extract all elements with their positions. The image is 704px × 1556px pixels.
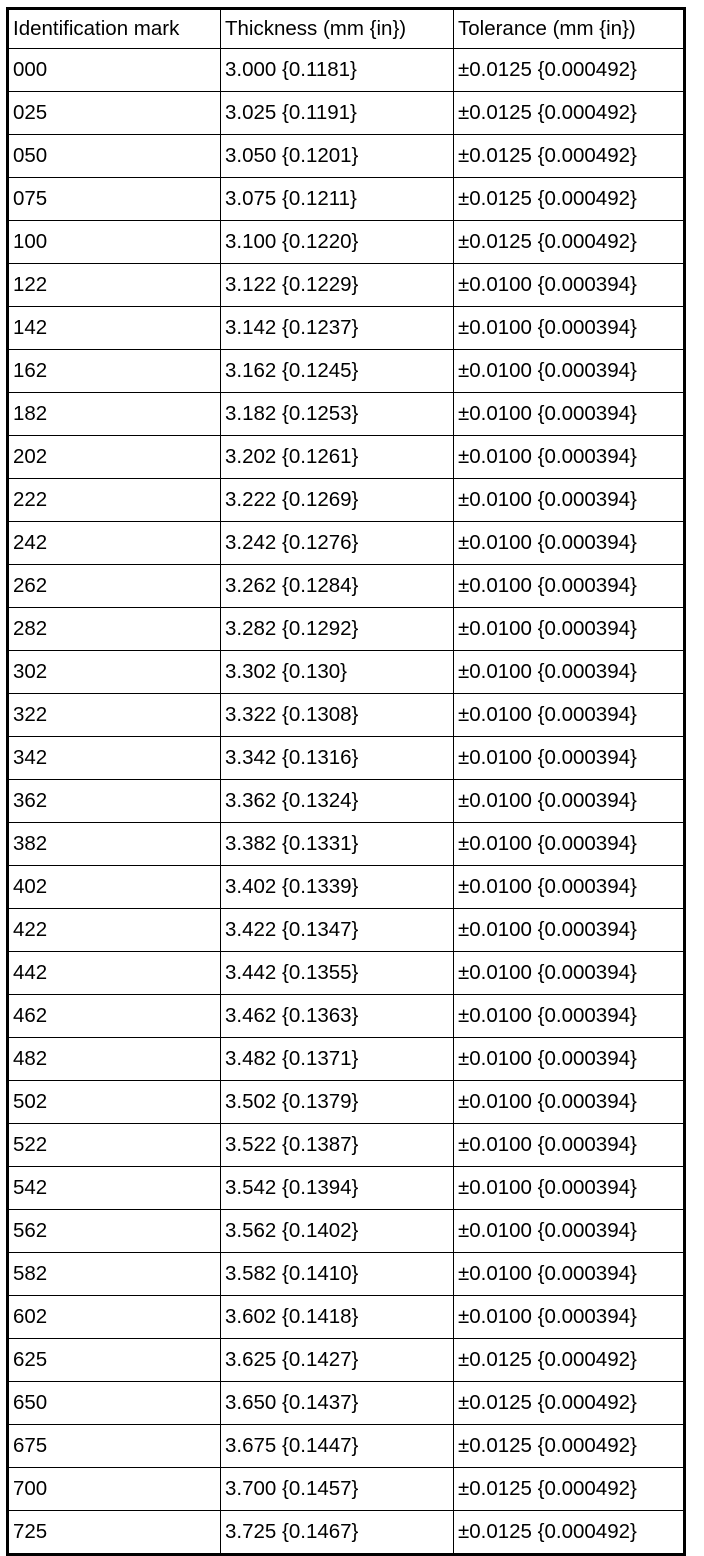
table-row bbox=[8, 393, 685, 436]
cell-thickness: 3.582 {0.1410} bbox=[221, 1253, 454, 1296]
cell-thickness: 3.442 {0.1355} bbox=[221, 952, 454, 995]
table-row bbox=[8, 737, 685, 780]
cell-thickness: 3.282 {0.1292} bbox=[221, 608, 454, 651]
cell-identification-mark: 202 bbox=[8, 436, 221, 479]
cell-thickness: 3.625 {0.1427} bbox=[221, 1339, 454, 1382]
cell-thickness: 3.482 {0.1371} bbox=[221, 1038, 454, 1081]
header-identification-mark: Identification mark bbox=[8, 9, 221, 49]
table-row bbox=[8, 565, 685, 608]
cell-identification-mark: 675 bbox=[8, 1425, 221, 1468]
cell-tolerance: ±0.0100 {0.000394} bbox=[454, 995, 685, 1038]
table-row bbox=[8, 995, 685, 1038]
cell-identification-mark: 222 bbox=[8, 479, 221, 522]
cell-thickness: 3.050 {0.1201} bbox=[221, 135, 454, 178]
cell-thickness: 3.342 {0.1316} bbox=[221, 737, 454, 780]
cell-tolerance: ±0.0100 {0.000394} bbox=[454, 1167, 685, 1210]
cell-thickness: 3.725 {0.1467} bbox=[221, 1511, 454, 1555]
cell-identification-mark: 322 bbox=[8, 694, 221, 737]
cell-tolerance: ±0.0100 {0.000394} bbox=[454, 1253, 685, 1296]
cell-tolerance: ±0.0125 {0.000492} bbox=[454, 1425, 685, 1468]
cell-thickness: 3.675 {0.1447} bbox=[221, 1425, 454, 1468]
cell-thickness: 3.402 {0.1339} bbox=[221, 866, 454, 909]
cell-identification-mark: 482 bbox=[8, 1038, 221, 1081]
table-row bbox=[8, 866, 685, 909]
cell-thickness: 3.262 {0.1284} bbox=[221, 565, 454, 608]
cell-tolerance: ±0.0125 {0.000492} bbox=[454, 49, 685, 92]
table-row bbox=[8, 780, 685, 823]
cell-identification-mark: 302 bbox=[8, 651, 221, 694]
cell-thickness: 3.362 {0.1324} bbox=[221, 780, 454, 823]
table-row bbox=[8, 1038, 685, 1081]
cell-tolerance: ±0.0100 {0.000394} bbox=[454, 651, 685, 694]
cell-thickness: 3.122 {0.1229} bbox=[221, 264, 454, 307]
cell-tolerance: ±0.0100 {0.000394} bbox=[454, 694, 685, 737]
document-page bbox=[6, 7, 683, 1543]
cell-identification-mark: 462 bbox=[8, 995, 221, 1038]
cell-tolerance: ±0.0100 {0.000394} bbox=[454, 393, 685, 436]
table-row bbox=[8, 350, 685, 393]
cell-tolerance: ±0.0100 {0.000394} bbox=[454, 952, 685, 995]
cell-thickness: 3.562 {0.1402} bbox=[221, 1210, 454, 1253]
cell-thickness: 3.382 {0.1331} bbox=[221, 823, 454, 866]
cell-thickness: 3.182 {0.1253} bbox=[221, 393, 454, 436]
cell-identification-mark: 162 bbox=[8, 350, 221, 393]
cell-identification-mark: 100 bbox=[8, 221, 221, 264]
cell-identification-mark: 182 bbox=[8, 393, 221, 436]
cell-thickness: 3.162 {0.1245} bbox=[221, 350, 454, 393]
cell-thickness: 3.650 {0.1437} bbox=[221, 1382, 454, 1425]
table-body bbox=[8, 49, 685, 1555]
table-row bbox=[8, 264, 685, 307]
cell-tolerance: ±0.0100 {0.000394} bbox=[454, 1038, 685, 1081]
table-row bbox=[8, 178, 685, 221]
cell-identification-mark: 242 bbox=[8, 522, 221, 565]
table-row bbox=[8, 135, 685, 178]
table-row bbox=[8, 1382, 685, 1425]
table-row bbox=[8, 1468, 685, 1511]
cell-tolerance: ±0.0100 {0.000394} bbox=[454, 565, 685, 608]
cell-identification-mark: 282 bbox=[8, 608, 221, 651]
cell-tolerance: ±0.0125 {0.000492} bbox=[454, 1511, 685, 1555]
cell-thickness: 3.222 {0.1269} bbox=[221, 479, 454, 522]
cell-identification-mark: 342 bbox=[8, 737, 221, 780]
table-row bbox=[8, 1081, 685, 1124]
cell-thickness: 3.422 {0.1347} bbox=[221, 909, 454, 952]
cell-tolerance: ±0.0100 {0.000394} bbox=[454, 866, 685, 909]
cell-identification-mark: 502 bbox=[8, 1081, 221, 1124]
cell-tolerance: ±0.0100 {0.000394} bbox=[454, 522, 685, 565]
cell-identification-mark: 562 bbox=[8, 1210, 221, 1253]
cell-tolerance: ±0.0125 {0.000492} bbox=[454, 178, 685, 221]
cell-identification-mark: 050 bbox=[8, 135, 221, 178]
table-row bbox=[8, 909, 685, 952]
cell-thickness: 3.502 {0.1379} bbox=[221, 1081, 454, 1124]
cell-tolerance: ±0.0100 {0.000394} bbox=[454, 1124, 685, 1167]
table-row bbox=[8, 522, 685, 565]
cell-thickness: 3.322 {0.1308} bbox=[221, 694, 454, 737]
cell-tolerance: ±0.0100 {0.000394} bbox=[454, 307, 685, 350]
cell-identification-mark: 625 bbox=[8, 1339, 221, 1382]
cell-identification-mark: 025 bbox=[8, 92, 221, 135]
cell-tolerance: ±0.0125 {0.000492} bbox=[454, 1382, 685, 1425]
cell-identification-mark: 582 bbox=[8, 1253, 221, 1296]
cell-thickness: 3.202 {0.1261} bbox=[221, 436, 454, 479]
table-row bbox=[8, 436, 685, 479]
cell-identification-mark: 382 bbox=[8, 823, 221, 866]
header-tolerance: Tolerance (mm {in}) bbox=[454, 9, 685, 49]
cell-thickness: 3.700 {0.1457} bbox=[221, 1468, 454, 1511]
table-row bbox=[8, 49, 685, 92]
cell-thickness: 3.522 {0.1387} bbox=[221, 1124, 454, 1167]
cell-thickness: 3.302 {0.130} bbox=[221, 651, 454, 694]
cell-tolerance: ±0.0100 {0.000394} bbox=[454, 350, 685, 393]
cell-tolerance: ±0.0100 {0.000394} bbox=[454, 479, 685, 522]
cell-thickness: 3.462 {0.1363} bbox=[221, 995, 454, 1038]
table-row bbox=[8, 608, 685, 651]
table-row bbox=[8, 651, 685, 694]
cell-identification-mark: 650 bbox=[8, 1382, 221, 1425]
table-header bbox=[8, 9, 685, 49]
cell-thickness: 3.100 {0.1220} bbox=[221, 221, 454, 264]
table-row bbox=[8, 694, 685, 737]
cell-tolerance: ±0.0100 {0.000394} bbox=[454, 264, 685, 307]
cell-tolerance: ±0.0100 {0.000394} bbox=[454, 1081, 685, 1124]
table-row bbox=[8, 952, 685, 995]
cell-tolerance: ±0.0100 {0.000394} bbox=[454, 1210, 685, 1253]
cell-thickness: 3.242 {0.1276} bbox=[221, 522, 454, 565]
cell-tolerance: ±0.0125 {0.000492} bbox=[454, 1468, 685, 1511]
cell-tolerance: ±0.0125 {0.000492} bbox=[454, 221, 685, 264]
cell-tolerance: ±0.0100 {0.000394} bbox=[454, 737, 685, 780]
table-row bbox=[8, 1339, 685, 1382]
thickness-tolerance-table bbox=[6, 7, 686, 1556]
header-thickness: Thickness (mm {in}) bbox=[221, 9, 454, 49]
table-row bbox=[8, 1425, 685, 1468]
cell-tolerance: ±0.0125 {0.000492} bbox=[454, 1339, 685, 1382]
cell-identification-mark: 725 bbox=[8, 1511, 221, 1555]
cell-identification-mark: 075 bbox=[8, 178, 221, 221]
cell-identification-mark: 000 bbox=[8, 49, 221, 92]
cell-thickness: 3.025 {0.1191} bbox=[221, 92, 454, 135]
cell-identification-mark: 362 bbox=[8, 780, 221, 823]
cell-identification-mark: 522 bbox=[8, 1124, 221, 1167]
cell-identification-mark: 542 bbox=[8, 1167, 221, 1210]
cell-identification-mark: 122 bbox=[8, 264, 221, 307]
cell-tolerance: ±0.0100 {0.000394} bbox=[454, 780, 685, 823]
table-row bbox=[8, 1296, 685, 1339]
cell-thickness: 3.602 {0.1418} bbox=[221, 1296, 454, 1339]
table-row bbox=[8, 1253, 685, 1296]
cell-identification-mark: 602 bbox=[8, 1296, 221, 1339]
cell-identification-mark: 262 bbox=[8, 565, 221, 608]
cell-tolerance: ±0.0100 {0.000394} bbox=[454, 1296, 685, 1339]
table-row bbox=[8, 1124, 685, 1167]
table-row bbox=[8, 823, 685, 866]
cell-identification-mark: 700 bbox=[8, 1468, 221, 1511]
cell-identification-mark: 442 bbox=[8, 952, 221, 995]
cell-thickness: 3.542 {0.1394} bbox=[221, 1167, 454, 1210]
cell-tolerance: ±0.0100 {0.000394} bbox=[454, 909, 685, 952]
table-row bbox=[8, 92, 685, 135]
cell-thickness: 3.000 {0.1181} bbox=[221, 49, 454, 92]
cell-tolerance: ±0.0125 {0.000492} bbox=[454, 92, 685, 135]
header-row bbox=[8, 9, 685, 49]
cell-identification-mark: 142 bbox=[8, 307, 221, 350]
table-row bbox=[8, 1210, 685, 1253]
cell-thickness: 3.075 {0.1211} bbox=[221, 178, 454, 221]
cell-tolerance: ±0.0100 {0.000394} bbox=[454, 436, 685, 479]
cell-tolerance: ±0.0125 {0.000492} bbox=[454, 135, 685, 178]
cell-thickness: 3.142 {0.1237} bbox=[221, 307, 454, 350]
cell-identification-mark: 402 bbox=[8, 866, 221, 909]
cell-identification-mark: 422 bbox=[8, 909, 221, 952]
table-row bbox=[8, 479, 685, 522]
table-row bbox=[8, 221, 685, 264]
cell-tolerance: ±0.0100 {0.000394} bbox=[454, 823, 685, 866]
table-row bbox=[8, 307, 685, 350]
table-row bbox=[8, 1511, 685, 1555]
cell-tolerance: ±0.0100 {0.000394} bbox=[454, 608, 685, 651]
table-row bbox=[8, 1167, 685, 1210]
